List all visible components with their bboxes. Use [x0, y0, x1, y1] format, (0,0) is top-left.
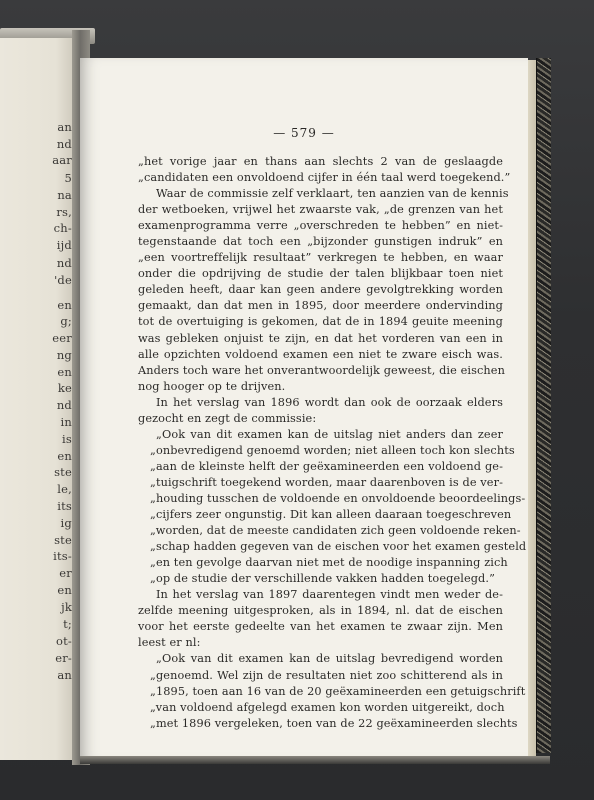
- left-page-text-fragment: its: [57, 499, 72, 513]
- left-page-text-fragment: ot-: [55, 634, 72, 648]
- text-line: „een voortreffelijk resultaat” verkregen te hebben, en waar: [138, 251, 503, 265]
- text-line: voor het eerste gedeelte van het examen te zwaar zijn. Men: [138, 620, 503, 634]
- left-page-text-fragment: en: [57, 298, 72, 312]
- text-line: alle opzichten voldoend examen een niet te zware eisch was.: [138, 347, 503, 361]
- left-page-text-fragment: an: [57, 668, 72, 682]
- left-page-text-fragment: ke: [57, 381, 72, 395]
- text-line: „schap hadden gegeven van de eischen voor het examen gesteld: [150, 540, 527, 554]
- text-line: tegenstaande dat toch een „bijzonder gunstigen indruk” en: [138, 235, 503, 249]
- text-line: „cijfers zeer ongunstig. Dit kan alleen daaraan toegeschreven: [150, 508, 512, 522]
- left-page-text-fragment: nd: [56, 137, 72, 151]
- text-line: zelfde meening uitgesproken, als in 1894, nl. dat de eischen: [138, 604, 503, 618]
- text-line: „van voldoend afgelegd examen kon worden uitgereikt, doch: [150, 700, 505, 714]
- left-page-text-fragment: ste: [54, 465, 72, 479]
- text-line: „het vorige jaar en thans aan slechts 2 van de geslaagde: [138, 155, 503, 168]
- right-page: [80, 58, 528, 760]
- page-edge-strip: [528, 60, 536, 756]
- text-line: „tuigschrift toegekend worden, maar daarenboven is de ver-: [150, 475, 503, 489]
- left-page-text-fragment: jk: [61, 600, 72, 614]
- left-page-text-fragment: 'de: [54, 273, 72, 287]
- text-line: „candidaten een onvoldoend cijfer in één taal werd toegekend.”: [138, 171, 511, 185]
- left-page-text-fragment: an: [57, 120, 72, 134]
- text-line: „aan de kleinste helft der geëxamineerden een voldoend ge-: [150, 459, 503, 473]
- text-line: „genoemd. Wel zijn de resultaten niet zoo schitterend als in: [150, 668, 503, 682]
- text-line: leest er nl:: [138, 636, 201, 650]
- left-page-text-fragment: nd: [56, 398, 72, 412]
- left-page-text-fragment: g;: [60, 314, 72, 328]
- page-bottom-edge: [80, 756, 550, 764]
- left-page-text-fragment: nd: [56, 256, 72, 270]
- text-line: „met 1896 vergeleken, toen van de 22 geëxamineerden slechts: [150, 716, 518, 730]
- text-line: „onbevredigend genoemd worden; niet alleen toch kon slechts: [150, 443, 515, 457]
- text-line: Waar de commissie zelf verklaart, ten aanzien van de kennis: [156, 187, 509, 201]
- left-page-text-fragment: en: [57, 449, 72, 463]
- left-page-text-fragment: er-: [55, 651, 72, 665]
- text-line: tot de overtuiging is gekomen, dat de in 1894 geuite meening: [138, 315, 503, 329]
- left-page-text-fragment: er: [59, 566, 72, 580]
- text-line: examenprogramma verre „overschreden te hebben” en niet-: [138, 219, 503, 233]
- text-line: onder die opdrijving de studie der talen blijkbaar toen niet: [138, 267, 503, 281]
- text-line: gemaakt, dan dat men in 1895, door meerdere ondervinding: [138, 299, 503, 313]
- left-page-text-fragment: is: [62, 432, 72, 446]
- text-line: der wetboeken, vrijwel het zwaarste vak, „de grenzen van het: [138, 203, 503, 217]
- left-page-text-fragment: en: [57, 365, 72, 379]
- left-page-text-fragment: ijd: [56, 238, 72, 252]
- left-page: [0, 38, 80, 760]
- text-line: nog hooger op te drijven.: [138, 379, 286, 393]
- text-line: Anders toch ware het onverantwoordelijk geweest, die eischen: [138, 363, 505, 377]
- text-line: „Ook van dit examen kan de uitslag niet anders dan zeer: [156, 427, 503, 441]
- left-page-text-fragment: ch-: [53, 221, 72, 235]
- text-line: In het verslag van 1896 wordt dan ook de oorzaak elders: [156, 395, 503, 409]
- left-page-text-fragment: na: [57, 188, 72, 202]
- left-page-text-fragment: in: [60, 415, 72, 429]
- left-page-text-fragment: ste: [54, 533, 72, 547]
- text-line: „Ook van dit examen kan de uitslag bevredigend worden: [156, 652, 503, 666]
- text-line: was gebleken onjuist te zijn, en dat het vorderen van een in: [138, 331, 503, 345]
- left-page-text-fragment: t;: [63, 617, 72, 631]
- page-body-text: [138, 154, 527, 732]
- text-line: „op de studie der verschillende vakken hadden toegelegd.”: [150, 572, 495, 586]
- left-page-text-fragment: 5: [64, 171, 72, 185]
- text-line: „1895, toen aan 16 van de 20 geëxamineerden een getuigschrift: [150, 684, 526, 698]
- text-line: In het verslag van 1897 daarentegen vindt men weder de-: [156, 588, 503, 602]
- left-page-text-fragment: rs,: [56, 205, 72, 219]
- page-number: — 579 —: [273, 126, 335, 140]
- left-page-text-fragment: le,: [57, 482, 72, 496]
- text-line: „houding tusschen de voldoende en onvoldoende beoordeelings-: [150, 491, 526, 505]
- left-page-text-fragment: en: [57, 583, 72, 597]
- marbled-book-edge: [536, 58, 551, 753]
- left-page-text-fragment: its-: [53, 549, 72, 563]
- text-line: „en ten gevolge daarvan niet met de noodige inspanning zich: [150, 556, 508, 570]
- left-page-text-fragment: eer: [52, 331, 72, 345]
- text-line: gezocht en zegt de commissie:: [138, 411, 317, 425]
- text-line: geleden heeft, daar kan geen andere gevolgtrekking worden: [138, 283, 503, 297]
- text-line: „worden, dat de meeste candidaten zich geen voldoende reken-: [150, 524, 521, 538]
- left-page-text-fragment: ng: [56, 348, 72, 362]
- left-page-text-fragment: aar: [52, 153, 72, 167]
- left-page-text-fragment: ig: [60, 516, 72, 530]
